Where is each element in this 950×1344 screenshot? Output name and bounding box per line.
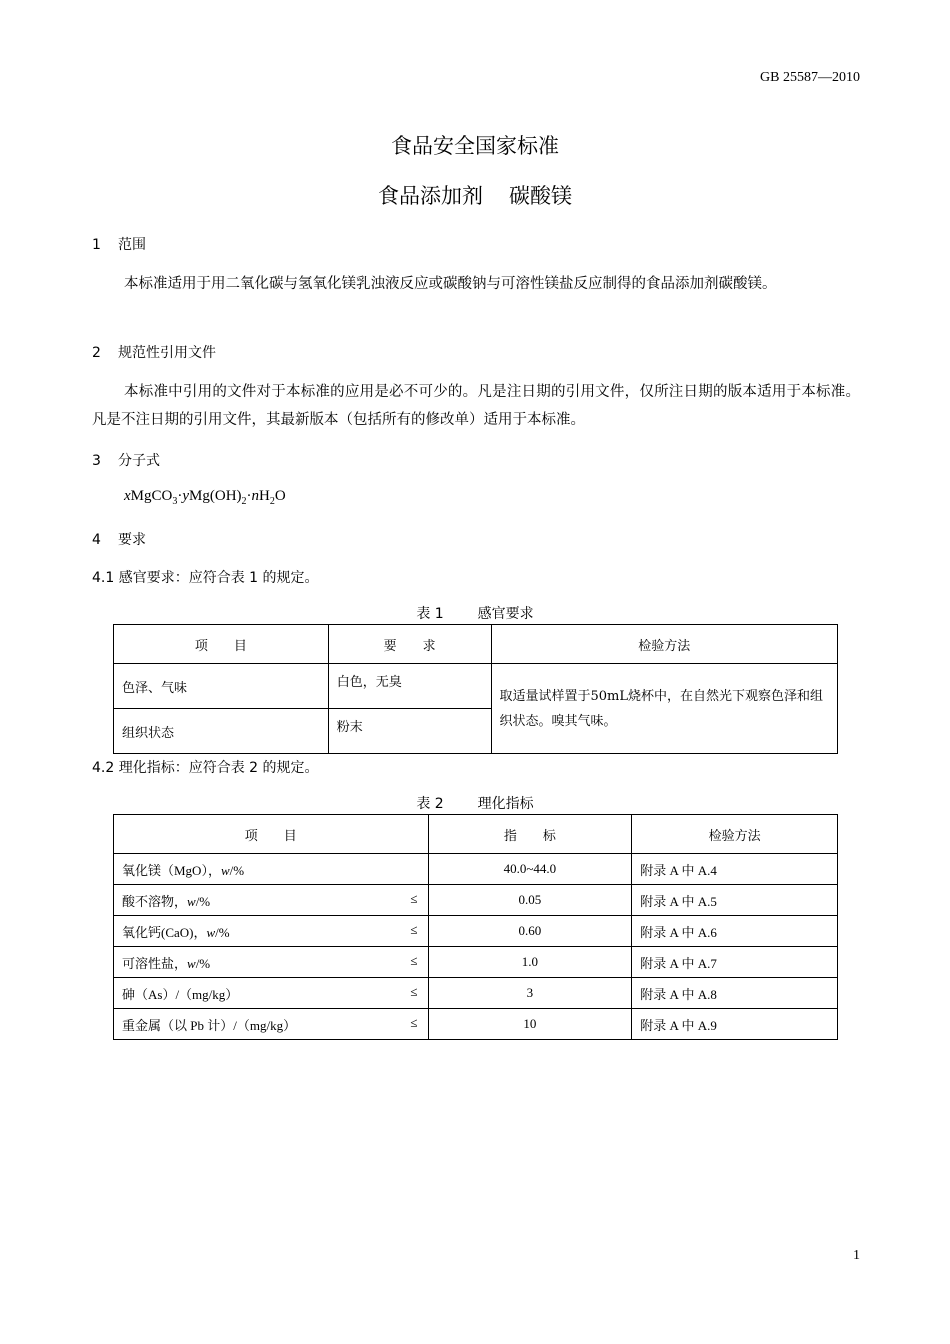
- header-cell: 检验方法: [491, 625, 838, 664]
- subsection-4-1: 4.1 感官要求：应符合表 1 的规定。: [92, 570, 319, 586]
- section-number: 3: [92, 453, 101, 469]
- table-row: [114, 854, 838, 885]
- le-symbol: ≤: [410, 952, 418, 968]
- method-cell: 附录 A 中 A.9: [632, 1009, 838, 1040]
- table-row: [114, 947, 838, 978]
- requirement-cell: 白色，无臭: [328, 664, 491, 709]
- table-row: [114, 916, 838, 947]
- section-number: 2: [92, 345, 101, 361]
- table-1-caption: [0, 603, 950, 623]
- section-title: 要求: [118, 532, 146, 548]
- header-cell: 要 求: [328, 625, 491, 664]
- header-cell: 指 标: [428, 815, 632, 854]
- section-number: 4: [92, 532, 101, 548]
- item-cell: 可溶性盐，w/% ≤: [114, 947, 429, 978]
- document-subtitle: [0, 180, 950, 210]
- document-title: 食品安全国家标准: [391, 134, 559, 158]
- le-symbol: ≤: [410, 921, 418, 937]
- section-title: 范围: [118, 237, 146, 253]
- table-row: [114, 1009, 838, 1040]
- table-row: [114, 978, 838, 1009]
- section-number: 1: [92, 237, 101, 253]
- value-cell: 10: [428, 1009, 632, 1040]
- item-cell: 氧化钙(CaO)，w/% ≤: [114, 916, 429, 947]
- item-cell: 组织状态: [114, 709, 329, 754]
- table-header-row: [114, 625, 838, 664]
- le-symbol: ≤: [410, 983, 418, 999]
- value-cell: 0.60: [428, 916, 632, 947]
- le-symbol: ≤: [410, 890, 418, 906]
- method-cell: 附录 A 中 A.6: [632, 916, 838, 947]
- section-1-heading: [92, 234, 146, 254]
- subtitle-part-b: 碳酸镁: [509, 184, 572, 208]
- table-1-sensory: [113, 624, 838, 754]
- section-2-text: 本标准中引用的文件对于本标准的应用是必不可少的。凡是注日期的引用文件，仅所注日期的版本适用于本标准。凡是不注日期的引用文件，其最新版本（包括所有的修改单）适用于本标准。: [92, 384, 860, 428]
- table-row: [114, 664, 838, 709]
- table-header-row: [114, 815, 838, 854]
- method-cell: 附录 A 中 A.5: [632, 885, 838, 916]
- section-2-heading: [92, 342, 216, 362]
- molecular-formula: $xMgCO_3\cdot yMg(OH)_2\cdot nH_2O$: [124, 488, 286, 507]
- method-cell: 附录 A 中 A.8: [632, 978, 838, 1009]
- method-cell: 取适量试样置于50mL烧杯中，在自然光下观察色泽和组织状态。嗅其气味。: [491, 664, 838, 754]
- table-2-caption: [0, 793, 950, 813]
- caption-title: 感官要求: [477, 606, 534, 622]
- value-cell: 3: [428, 978, 632, 1009]
- caption-number: 表 2: [416, 796, 444, 812]
- item-cell: 砷（As）/（mg/kg） ≤: [114, 978, 429, 1009]
- item-cell: 氧化镁（MgO），w/%: [114, 854, 429, 885]
- standard-code: GB 25587—2010: [760, 70, 860, 85]
- header-cell: 项 目: [114, 815, 429, 854]
- item-cell: 色泽、气味: [114, 664, 329, 709]
- header-cell: 检验方法: [632, 815, 838, 854]
- page-number: 1: [853, 1248, 860, 1263]
- item-cell: 重金属（以 Pb 计）/（mg/kg） ≤: [114, 1009, 429, 1040]
- section-3-heading: [92, 450, 160, 470]
- requirement-cell: 粉末: [328, 709, 491, 754]
- item-cell: 酸不溶物，w/% ≤: [114, 885, 429, 916]
- section-4-heading: [92, 529, 146, 549]
- method-cell: 附录 A 中 A.4: [632, 854, 838, 885]
- le-symbol: ≤: [410, 1014, 418, 1030]
- subsection-4-2: 4.2 理化指标：应符合表 2 的规定。: [92, 760, 319, 776]
- section-title: 分子式: [118, 453, 160, 469]
- table-row: [114, 885, 838, 916]
- section-1-text: 本标准适用于用二氧化碳与氢氧化镁乳浊液反应或碳酸钠与可溶性镁盐反应制得的食品添加剂碳酸镁。: [124, 276, 777, 292]
- method-cell: 附录 A 中 A.7: [632, 947, 838, 978]
- table-2-physicochemical: [113, 814, 838, 1040]
- caption-title: 理化指标: [477, 796, 534, 812]
- header-cell: 项 目: [114, 625, 329, 664]
- value-cell: 40.0~44.0: [428, 854, 632, 885]
- subtitle-part-a: 食品添加剂: [378, 184, 483, 208]
- value-cell: 0.05: [428, 885, 632, 916]
- caption-number: 表 1: [416, 606, 444, 622]
- value-cell: 1.0: [428, 947, 632, 978]
- section-title: 规范性引用文件: [118, 345, 216, 361]
